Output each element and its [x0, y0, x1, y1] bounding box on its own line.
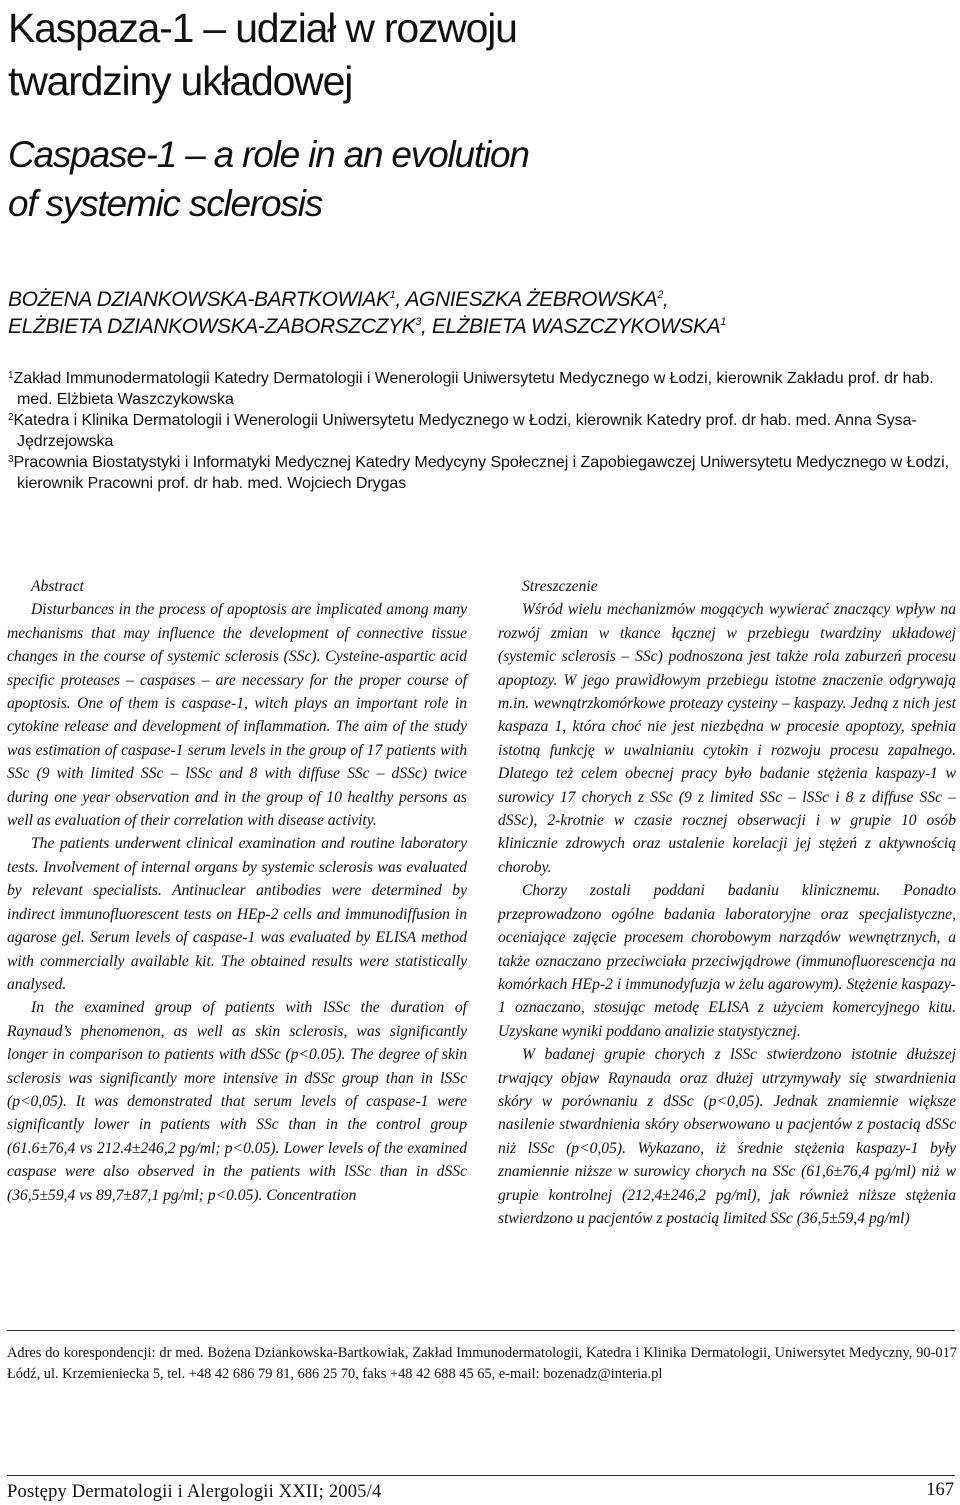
affiliation-item	[8, 410, 953, 452]
page-number: 167	[926, 1480, 954, 1500]
author-affiliation-number: 1	[720, 316, 726, 328]
author-affiliation-number: 1	[389, 289, 396, 301]
author-name: BOŻENA DZIANKOWSKA-BARTKOWIAK	[8, 288, 390, 311]
article-title-english	[8, 130, 948, 228]
abstract-paragraph: The patients underwent clinical examination and routine laboratory tests. Involvement of internal organs by systemic sclerosis was evaluated by relevant specialists. Antinuclear antibodies were determined by indirect immunofluorescent tests on HEp-2 cells and immunodiffusion in agarose gel. Serum levels of caspase-1 was evaluated by ELISA method with commercially available kit. The obtained results were statistically analysed.	[7, 835, 467, 993]
title-pl-line-1: Kaspaza-1 – udział w rozwoju	[8, 5, 517, 51]
journal-citation: Postępy Dermatologii i Alergologii XXII; 2005/4	[7, 1482, 382, 1502]
streszczenie-heading: Streszczenie	[522, 578, 598, 595]
affiliation-text: Pracownia Biostatystyki i Informatyki Medycznej Katedry Medycyny Społecznej i Zapobiegawczej Uniwersytetu Medycznego w Łodzi, kierownik Pracowni prof. dr hab. med. Wojciech Drygas	[13, 454, 950, 492]
streszczenie-paragraph: Wśród wielu mechanizmów mogących wywierać znaczący wpływ na rozwój zmian w tkance łącznej w przebiegu twardziny układowej (systemic sclerosis – SSc) podnoszona jest także rola zaburzeń procesu apoptozy. W jego prawidłowym przebiegu istotne znaczenie odgrywają m.in. wewnątrzkomórkowe proteazy cysteiny – kaspazy. Jedną z nich jest kaspaza 1, która choć nie jest niezbędna w procesie apoptozy, spełnia istotną funkcję w uwalnianiu cytokin i rozwoju procesu zapalnego. Dlatego też celem obecnej pracy było badanie stężenia kaspazy-1 w surowicy 17 chorych z SSc (9 z limited SSc – lSSc i 8 z diffuse SSc – dSSc), 2-krotnie w czasie rocznej obserwacji i w grupie 10 osób klinicznie zdrowych oraz ustalenie korelacji jej stężeń z aktywnością choroby.	[498, 601, 956, 876]
affiliation-item	[8, 368, 953, 410]
author-affiliation-number: 3	[415, 316, 421, 328]
affiliations	[8, 368, 953, 494]
title-en-line-2: of systemic sclerosis	[8, 183, 323, 224]
divider	[7, 1330, 955, 1331]
article-title-polish	[8, 2, 948, 108]
abstract-heading: Abstract	[31, 578, 84, 595]
streszczenie-column	[498, 575, 956, 1230]
author-name: ELŻBIETA DZIANKOWSKA-ZABORSZCZYK	[8, 315, 416, 338]
author-affiliation-number: 2	[657, 289, 663, 301]
author-name: AGNIESZKA ŻEBROWSKA	[405, 288, 658, 311]
streszczenie-paragraph: W badanej grupie chorych z lSSc stwierdzono istotnie dłuższej trwający objaw Raynauda oraz dłużej utrzymywały się stwardnienia skóry w porównaniu z dSSc (p<0,05). Jednak znamiennie większe nasilenie stwardnienia skóry obserwowano u pacjentów z postacią dSSc niż lSSc (p<0,05). Wykazano, iż średnie stężenia kaspazy-1 były znamiennie niższe w surowicy chorych na SSc (61,6±76,4 pg/ml) niż w grupie kontrolnej (212,4±246,2 pg/ml), jak również niższe stężenia stwierdzono u pacjentów z postacią limited SSc (36,5±59,4 pg/ml)	[498, 1046, 956, 1227]
title-en-line-1: Caspase-1 – a role in an evolution	[8, 134, 529, 175]
author-separator: ,	[395, 288, 406, 311]
affiliation-number: 3	[8, 454, 14, 465]
author-list	[8, 286, 953, 340]
affiliation-item	[8, 452, 953, 494]
abstract-paragraph: Disturbances in the process of apoptosis are implicated among many mechanisms that may influence the development of connective tissue changes in the course of systemic sclerosis (SSc). Cysteine-aspartic acid specific proteases – caspases – are necessary for the proper course of apoptosis. One of them is caspase-1, witch plays an important role in cytokine release and development of inflammation. The aim of the study was estimation of caspase-1 serum levels in the group of 17 patients with SSc (9 with limited SSc – lSSc and 8 with diffuse SSc – dSSc) twice during one year observation and in the group of 10 healthy persons as well as evaluation of their correlation with disease activity.	[7, 601, 467, 830]
author-separator: ,	[663, 288, 669, 311]
affiliation-text: Katedra i Klinika Dermatologii i Wenerologii Uniwersytetu Medycznego w Łodzi, kierownik Katedry prof. dr hab. med. Anna Sysa-Jędrzejowska	[13, 412, 917, 450]
correspondence-address: Adres do korespondencji: dr med. Bożena Dziankowska-Bartkowiak, Zakład Immunodermatologii, Katedra i Klinika Dermatologii, Uniwersytet Medyczny, 90-017 Łódź, ul. Krzemieniecka 5, tel. +48 42 686 79 81, 686 25 70, faks +48 42 688 45 65, e-mail: bozenadz@interia.pl	[7, 1345, 957, 1382]
author-name: ELŻBIETA WASZCZYKOWSKA	[431, 315, 721, 338]
divider	[7, 1475, 955, 1476]
abstract-paragraph: In the examined group of patients with lSSc the duration of Raynaud’s phenomenon, as well as skin sclerosis, was significantly longer in comparison to patients with dSSc (p<0.05). The degree of skin sclerosis was significantly more intensive in dSSc group than in lSSc (p<0,05). It was demonstrated that serum levels of caspase-1 were significantly lower in patients with SSc than in the control group (61.6±76,4 vs 212.4±246,2 pg/ml; p<0.05). Lower levels of the examined caspase were also observed in the patients with lSSc than in dSSc (36,5±59,4 vs 89,7±87,1 pg/ml; p<0.05). Concentration	[7, 999, 467, 1204]
affiliation-number: 1	[8, 370, 14, 381]
affiliation-text: Zakład Immunodermatologii Katedry Dermatologii i Wenerologii Uniwersytetu Medycznego w Łodzi, kierownik Zakładu prof. dr hab. med. Elżbieta Waszczykowska	[13, 370, 934, 408]
abstract-column	[7, 575, 467, 1207]
affiliation-number: 2	[8, 412, 14, 423]
streszczenie-paragraph: Chorzy zostali poddani badaniu klinicznemu. Ponadto przeprowadzono ogólne badania laboratoryjne oraz specjalistyczne, oceniające zajęcie procesem chorobowym narządów wewnętrznych, a także oznaczano przeciwciała przeciwjądrowe (immunofluorescencja na komórkach HEp-2 i immunodyfuzja w żelu agarowym). Stężenie kaspazy-1 oznaczano, stosując metodę ELISA z użyciem komercyjnego kitu. Uzyskane wyniki poddano analizie statystycznej.	[498, 882, 956, 1040]
author-separator: ,	[420, 315, 432, 338]
author-line-1	[8, 286, 953, 313]
author-line-2	[8, 313, 953, 340]
title-pl-line-2: twardziny układowej	[8, 58, 353, 104]
